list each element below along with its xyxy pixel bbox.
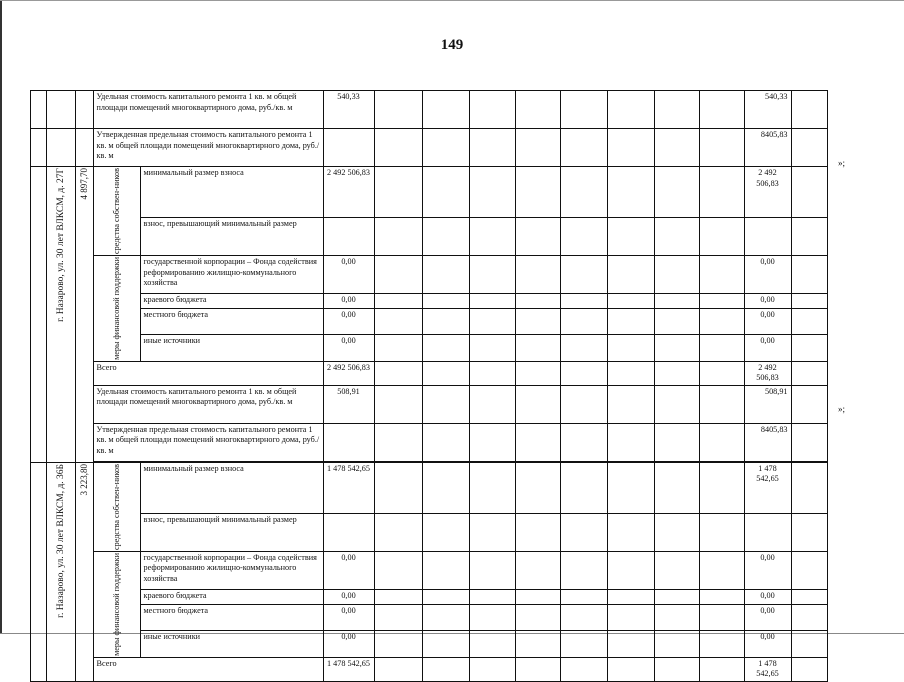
house-address: г. Назарово, ул. 30 лет ВЛКСМ, д. 36Б (47, 462, 76, 681)
table-row (31, 294, 828, 309)
table-row (31, 590, 828, 605)
cell-value (323, 217, 374, 255)
table-row (31, 91, 828, 129)
cell-value: 0,00 (323, 551, 374, 589)
cell-total: 0,00 (744, 335, 791, 362)
scan-left-edge (0, 0, 2, 634)
group-support-measures: меры финансовой поддержки (93, 256, 140, 362)
house-cost: 4 897,70 (76, 167, 94, 463)
group-owners-funds: средства собствен-ников (93, 462, 140, 551)
row-label: краевого бюджета (140, 294, 323, 309)
cell-total: 0,00 (744, 631, 791, 658)
cell-value (323, 513, 374, 551)
row-label: Удельная стоимость капитального ремонта 1 кв. м общей площади помещений многоквартирного дома, руб./кв. м (93, 91, 323, 129)
cell-value: 0,00 (323, 308, 374, 334)
closing-quote-mark: »; (838, 158, 846, 168)
row-label: взнос, превышающий минимальный размер (140, 217, 323, 255)
cell-value: 1 478 542,65 (323, 657, 374, 681)
cell-value: 508,91 (323, 385, 374, 423)
row-label: Удельная стоимость капитального ремонта 1 кв. м общей площади помещений многоквартирного дома, руб./кв. м (93, 385, 323, 423)
table-row (31, 217, 828, 255)
cell-total: 0,00 (744, 256, 791, 294)
cell-value: 2 492 506,83 (323, 167, 374, 218)
row-label: минимальный размер взноса (140, 462, 323, 513)
table-row (31, 513, 828, 551)
table-row (31, 551, 828, 589)
row-label: местного бюджета (140, 604, 323, 630)
table-row (31, 256, 828, 294)
cell-value: 0,00 (323, 335, 374, 362)
cell-total: 0,00 (744, 308, 791, 334)
row-label: местного бюджета (140, 308, 323, 334)
table-row (31, 167, 828, 218)
cell-value: 2 492 506,83 (323, 361, 374, 385)
group-support-measures: меры финансовой поддержки (93, 551, 140, 657)
row-label: иные источники (140, 631, 323, 658)
row-label: Утвержденная предельная стоимость капитального ремонта 1 кв. м общей площади помещений многоквартирного дома, руб./кв. м (93, 423, 323, 461)
cell-total: 8405,83 (744, 423, 791, 461)
cell-total: 8405,83 (744, 129, 791, 167)
table-row (31, 657, 828, 681)
table-row (31, 361, 828, 385)
cell-value: 1 478 542,65 (323, 462, 374, 513)
cell-total: 2 492 506,83 (744, 167, 791, 218)
group-owners-funds: средства собствен-ников (93, 167, 140, 256)
cell-total: 1 478 542,65 (744, 657, 791, 681)
capital-repair-table (30, 90, 828, 682)
cell-value: 0,00 (323, 294, 374, 309)
cell-value: 0,00 (323, 256, 374, 294)
row-label: государственной корпорации – Фонда содействия реформированию жилищно-коммунального хозяйства (140, 551, 323, 589)
row-label: минимальный размер взноса (140, 167, 323, 218)
cell-total: 1 478 542,65 (744, 462, 791, 513)
table-row (31, 335, 828, 362)
row-label: Всего (93, 657, 323, 681)
table-row (31, 129, 828, 167)
row-label: Утвержденная предельная стоимость капитального ремонта 1 кв. м общей площади помещений многоквартирного дома, руб./кв. м (93, 129, 323, 167)
row-label: иные источники (140, 335, 323, 362)
table-row (31, 385, 828, 423)
table-row (31, 462, 828, 513)
cell-total: 0,00 (744, 551, 791, 589)
cell-total: 508,91 (744, 385, 791, 423)
cell-total: 0,00 (744, 590, 791, 605)
table-row (31, 631, 828, 658)
cell-value: 540,33 (323, 91, 374, 129)
scan-top-edge (0, 0, 904, 1)
closing-quote-mark: »; (838, 404, 846, 414)
row-label: взнос, превышающий минимальный размер (140, 513, 323, 551)
page-number: 149 (440, 37, 464, 53)
table-row (31, 604, 828, 630)
table-row (31, 423, 828, 461)
cell-total: 2 492 506,83 (744, 361, 791, 385)
cell-total: 0,00 (744, 294, 791, 309)
cell-value: 0,00 (323, 604, 374, 630)
row-label: государственной корпорации – Фонда содействия реформированию жилищно-коммунального хозяйства (140, 256, 323, 294)
row-label: краевого бюджета (140, 590, 323, 605)
cell-value: 0,00 (323, 590, 374, 605)
cell-total: 540,33 (744, 91, 791, 129)
cell-total (744, 217, 791, 255)
table-row (31, 308, 828, 334)
house-cost: 3 223,80 (76, 462, 94, 681)
cell-value: 0,00 (323, 631, 374, 658)
row-label: Всего (93, 361, 323, 385)
house-address: г. Назарово, ул. 30 лет ВЛКСМ, д. 27Г (47, 167, 76, 463)
cell-total: 0,00 (744, 604, 791, 630)
cell-total (744, 513, 791, 551)
